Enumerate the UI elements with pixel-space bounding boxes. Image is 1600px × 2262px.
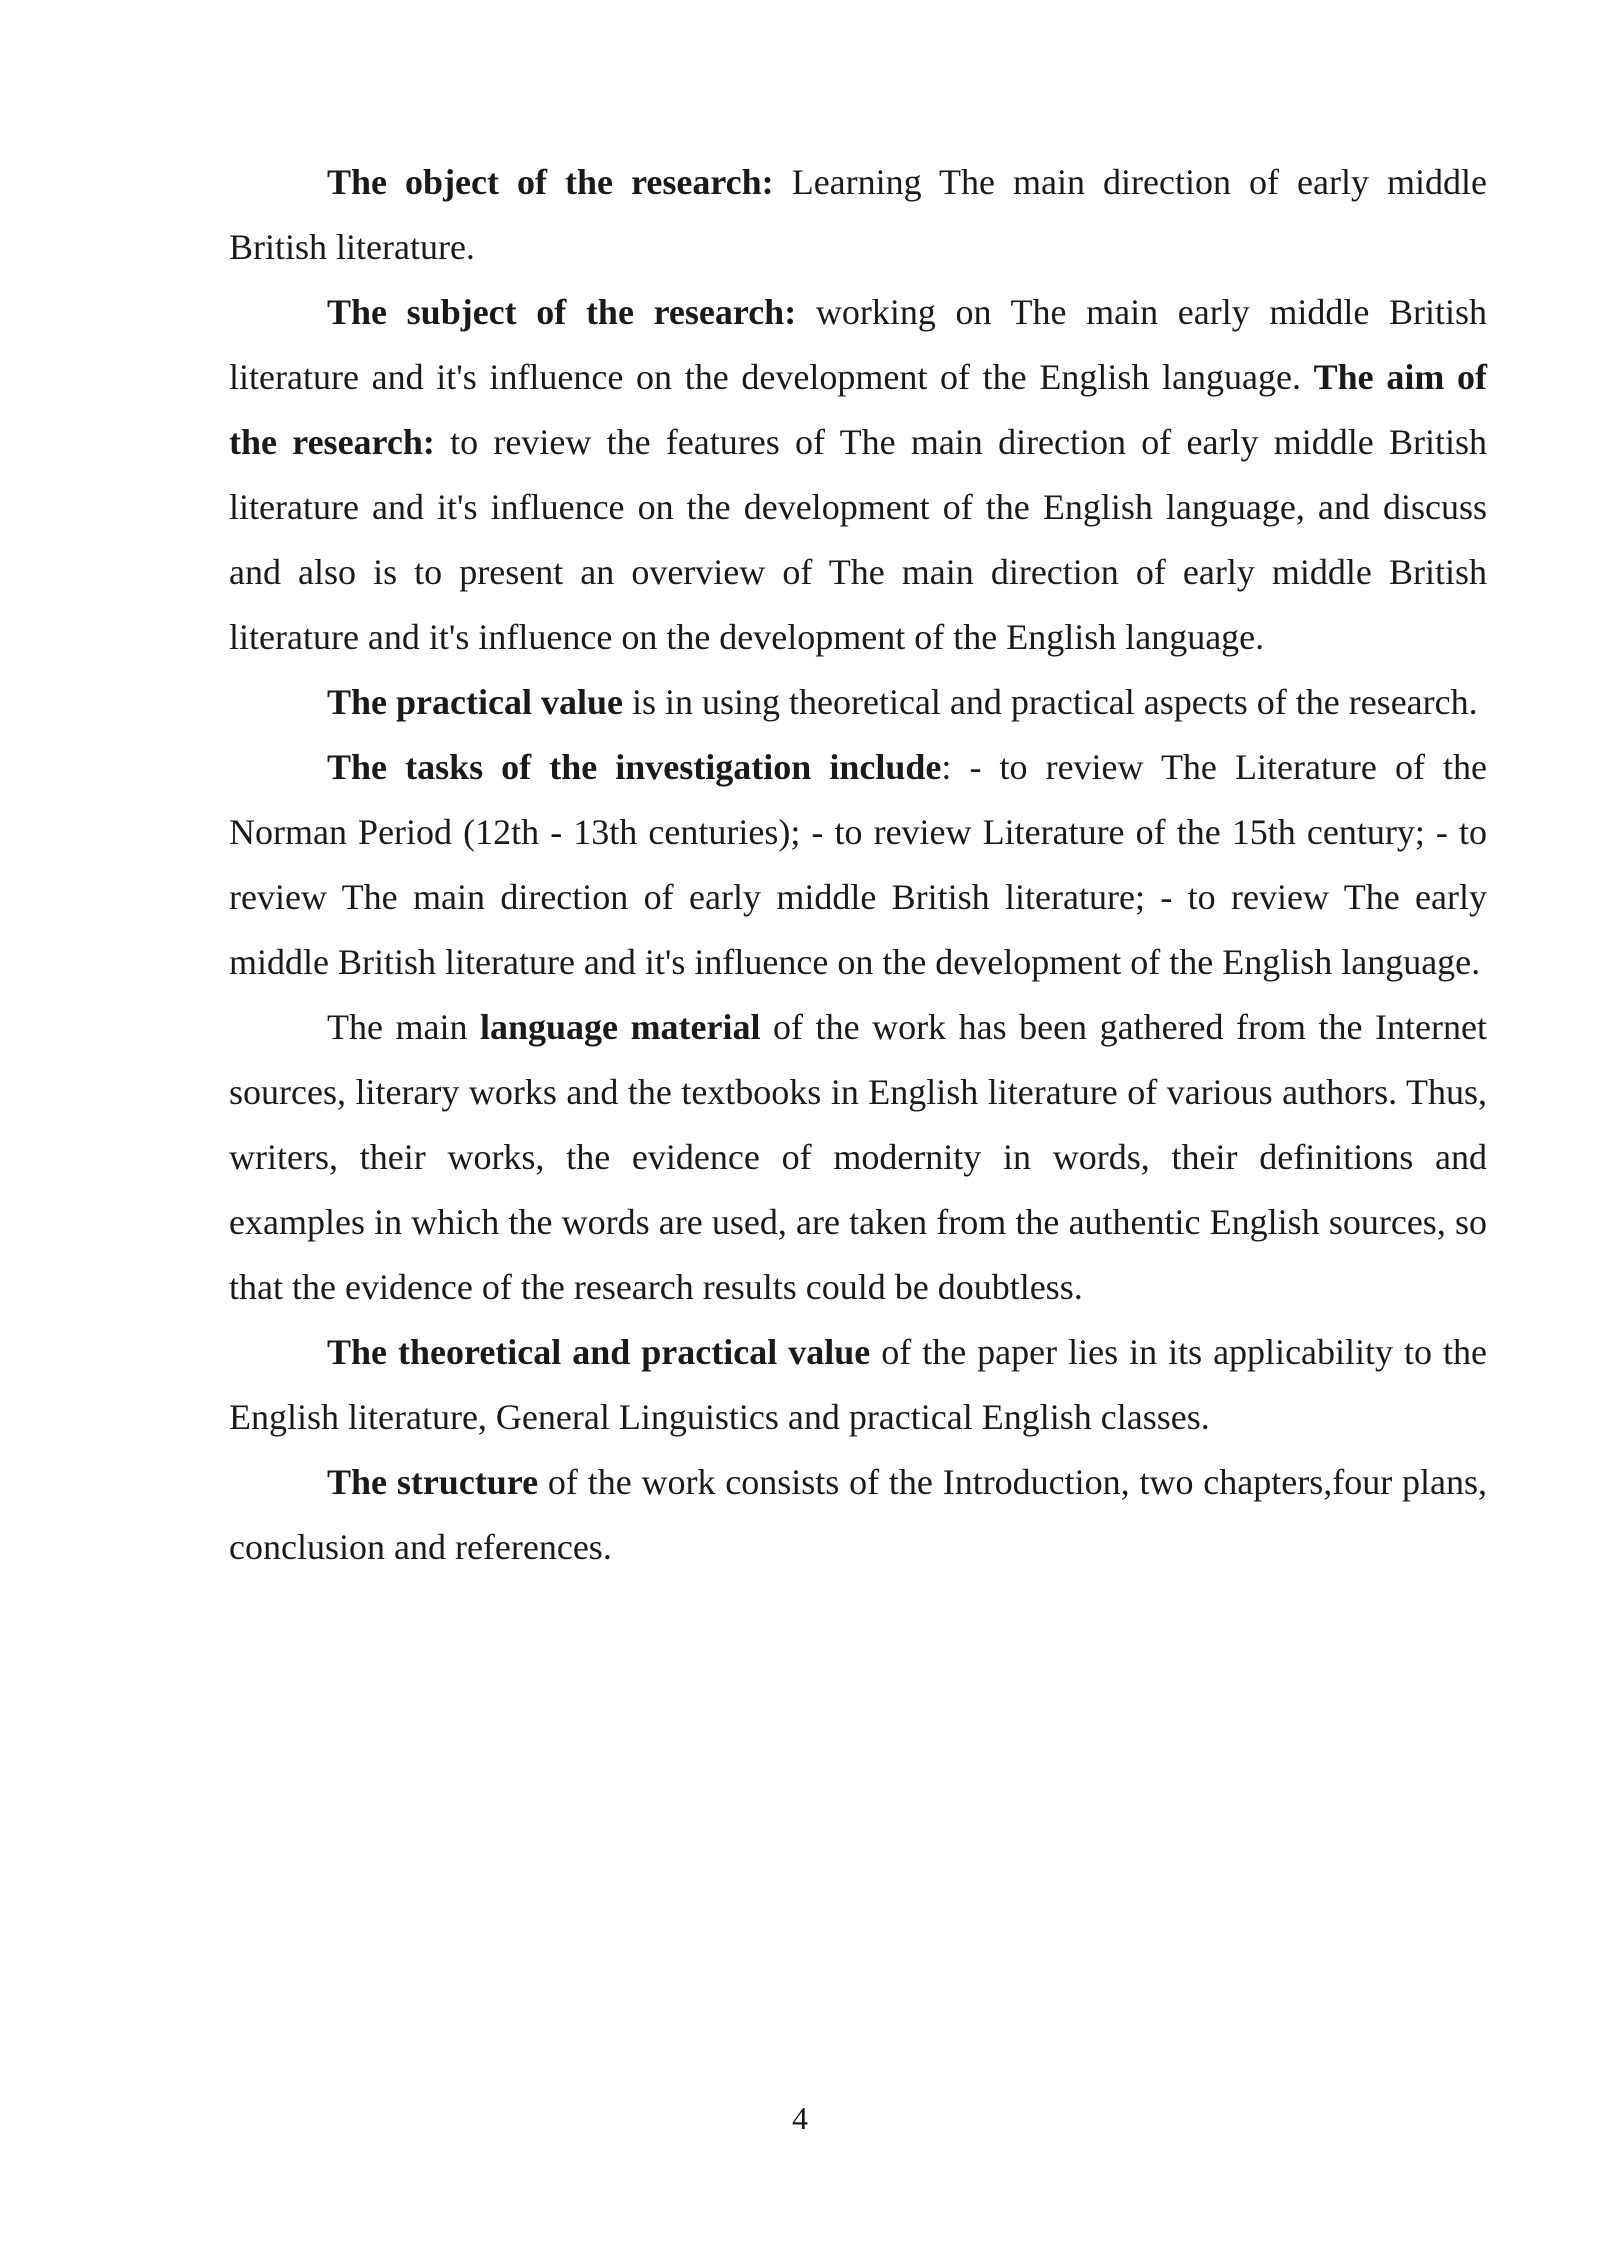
object-heading: The object of the research: — [327, 162, 774, 202]
aim-heading: The aim of the research: — [229, 357, 1487, 462]
object-text: Learning The main direction of early middle British literature. — [229, 162, 1488, 267]
theoretical-value-heading: The theoretical and practical value — [327, 1332, 871, 1372]
theoretical-value-text: of the paper lies in its applicability to the English literature, General Linguistics and practical English classes. — [229, 1332, 1487, 1437]
tasks-heading: The tasks of the investigation include — [327, 747, 942, 787]
aim-text: to review the features of The main direction of early middle British literature and it's influence on the development of the English language, and discuss and also is to present an overview of The main direction of early middle British literature and it's influence on the development of the English language. — [229, 422, 1487, 657]
tasks-text: : - to review The Literature of the Norman Period (12th - 13th centuries); - to review Literature of the 15th century; - to review The main direction of early middle British literature; - to review The early middle British literature and it's influence on the development of the English language. — [229, 747, 1487, 982]
subject-heading: The subject of the research: — [327, 292, 797, 332]
structure-paragraph — [229, 1450, 1487, 1580]
document-body — [229, 150, 1487, 1580]
tasks-paragraph — [229, 735, 1487, 995]
practical-value-heading: The practical value — [327, 682, 623, 722]
language-material-text: of the work has been gathered from the Internet sources, literary works and the textbooks in English literature of various authors. Thus, writers, their works, the evidence of modernity in words, their definitions and examples in which the words are used, are taken from the authentic English sources, so that the evidence of the research results could be doubtless. — [229, 1007, 1487, 1307]
language-material-paragraph — [229, 995, 1487, 1320]
language-material-pre: The main — [327, 1007, 481, 1047]
object-paragraph — [229, 150, 1487, 280]
structure-text: of the work consists of the Introduction, two chapters,four plans, conclusion and references. — [229, 1462, 1487, 1567]
subject-text: working on The main early middle British literature and it's influence on the development of the English language. — [229, 292, 1487, 397]
theoretical-value-paragraph — [229, 1320, 1487, 1450]
subject-aim-paragraph — [229, 280, 1487, 670]
language-material-heading: language material — [480, 1007, 761, 1047]
structure-heading: The structure — [327, 1462, 539, 1502]
practical-value-paragraph — [229, 670, 1487, 735]
practical-value-text: is in using theoretical and practical aspects of the research. — [622, 682, 1478, 722]
page-number: 4 — [792, 2100, 808, 2136]
